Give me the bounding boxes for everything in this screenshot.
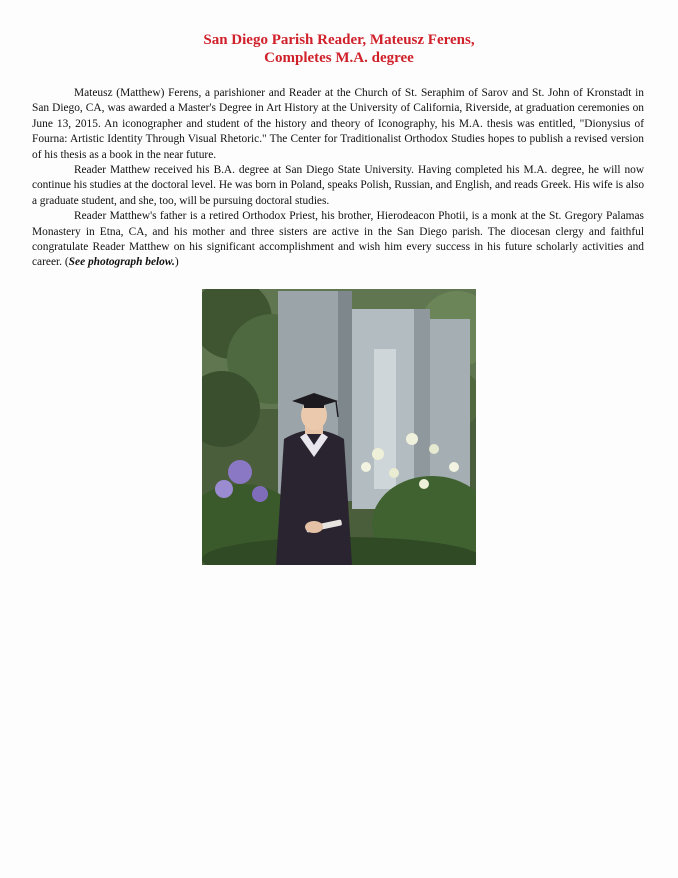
paragraph-1: Mateusz (Matthew) Ferens, a parishioner and Reader at the Church of St. Seraphim of Sarov and St. John of Kronstadt in San Diego, CA, was awarded a Master's Degree in Art History at the University of California, Riverside, at graduation ceremonies on June 13, 2015. An iconographer and student of the history and theory of Iconography, his M.A. thesis was entitled, "Dionysius of Fourna: Artistic Identity Through Visual Rhetoric." The Center for Traditionalist Orthodox Studies hopes to publish a revised version of his thesis as a book in the near future. [32, 87, 644, 161]
article-body [32, 86, 644, 271]
paragraph-3 [32, 209, 644, 271]
article-title-line-1: San Diego Parish Reader, Mateusz Ferens, [203, 32, 475, 48]
photo-reference: See photograph below. [68, 256, 175, 269]
paragraph-3-text: Reader Matthew's father is a retired Orthodox Priest, his brother, Hierodeacon Photii, is a monk at the St. Gregory Palamas Monastery in Etna, CA, and his mother and three sisters are active in the San Diego parish. The diocesan clergy and faithful congratulate Reader Matthew on his significant accomplishment and wish him every success in his future scholarly activities and career. ( [32, 210, 644, 269]
paragraph-2: Reader Matthew received his B.A. degree at San Diego State University. Having completed his M.A. degree, he will now continue his studies at the doctoral level. He was born in Poland, speaks Polish, Russian, and English, and reads Greek. His wife is also a graduate student, and she, too, will be pursuing doctoral studies. [32, 164, 644, 207]
graduation-photo-illustration [202, 289, 476, 565]
article-title-line-2: Completes M.A. degree [264, 50, 414, 66]
graduation-photo [202, 289, 476, 565]
paragraph-3-close: ) [174, 256, 179, 269]
